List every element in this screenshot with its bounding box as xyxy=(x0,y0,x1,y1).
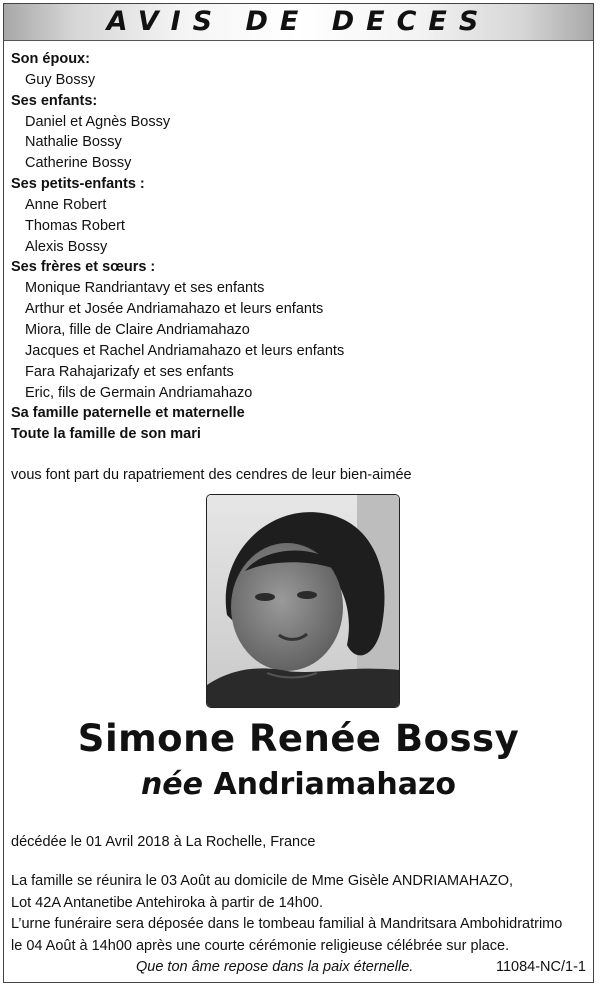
header-banner xyxy=(4,4,593,41)
intro-text: vous font part du rapatriement des cendres de leur bien-aimée xyxy=(11,467,412,483)
family-member: Thomas Robert xyxy=(25,217,125,234)
family-member: Anne Robert xyxy=(25,196,107,213)
family-heading: Toute la famille de son mari xyxy=(11,426,201,443)
death-notice xyxy=(3,3,594,983)
family-list xyxy=(11,49,344,445)
gathering-text-line: La famille se réunira le 03 Août au domicile de Mme Gisèle ANDRIAMAHAZO, xyxy=(11,873,514,889)
family-heading: Ses frères et sœurs : xyxy=(11,259,156,276)
family-member: Catherine Bossy xyxy=(25,155,132,172)
urn-text-line: le 04 Août à 14h00 après une courte cérémonie religieuse célébrée sur place. xyxy=(11,937,510,954)
reference-code: 11084-NC/1-1 xyxy=(495,959,586,975)
urn-text-line: L’urne funéraire sera déposée dans le tombeau familial à Mandritsara Ambohidratrimo xyxy=(11,916,563,932)
family-member: Miora, fille de Claire Andriamahazo xyxy=(25,321,250,338)
maiden-name: Andriamahazo xyxy=(213,767,457,802)
nee-label: née xyxy=(140,767,204,802)
family-heading: Ses petits-enfants : xyxy=(11,176,145,193)
deceased-name: Simone Renée Bossy xyxy=(77,717,520,760)
family-member: Alexis Bossy xyxy=(25,238,108,255)
family-member: Daniel et Agnès Bossy xyxy=(25,113,171,130)
family-member: Fara Rahajarizafy et ses enfants xyxy=(25,363,234,380)
family-member: Arthur et Josée Andriamahazo et leurs enfants xyxy=(25,301,324,318)
death-info: décédée le 01 Avril 2018 à La Rochelle, France xyxy=(11,834,316,850)
maiden-name-line xyxy=(4,767,593,802)
family-heading: Sa famille paternelle et maternelle xyxy=(11,405,245,422)
family-member: Nathalie Bossy xyxy=(25,134,122,151)
family-member: Guy Bossy xyxy=(25,71,96,88)
gathering-text-line: Lot 42A Antanetibe Antehiroka à partir de 14h00. xyxy=(11,894,323,911)
portrait-photo xyxy=(206,494,400,708)
closing-message: Que ton âme repose dans la paix éternelle. xyxy=(136,959,414,975)
family-heading: Ses enfants: xyxy=(11,92,98,109)
portrait-image xyxy=(207,495,399,707)
family-heading: Son époux: xyxy=(11,51,90,67)
notice-title: AVIS DE DECES xyxy=(106,6,491,37)
family-member: Eric, fils de Germain Andriamahazo xyxy=(25,384,253,401)
family-member: Jacques et Rachel Andriamahazo et leurs enfants xyxy=(25,342,345,359)
family-member: Monique Randriantavy et ses enfants xyxy=(25,280,265,297)
ceremony-details xyxy=(11,871,589,957)
